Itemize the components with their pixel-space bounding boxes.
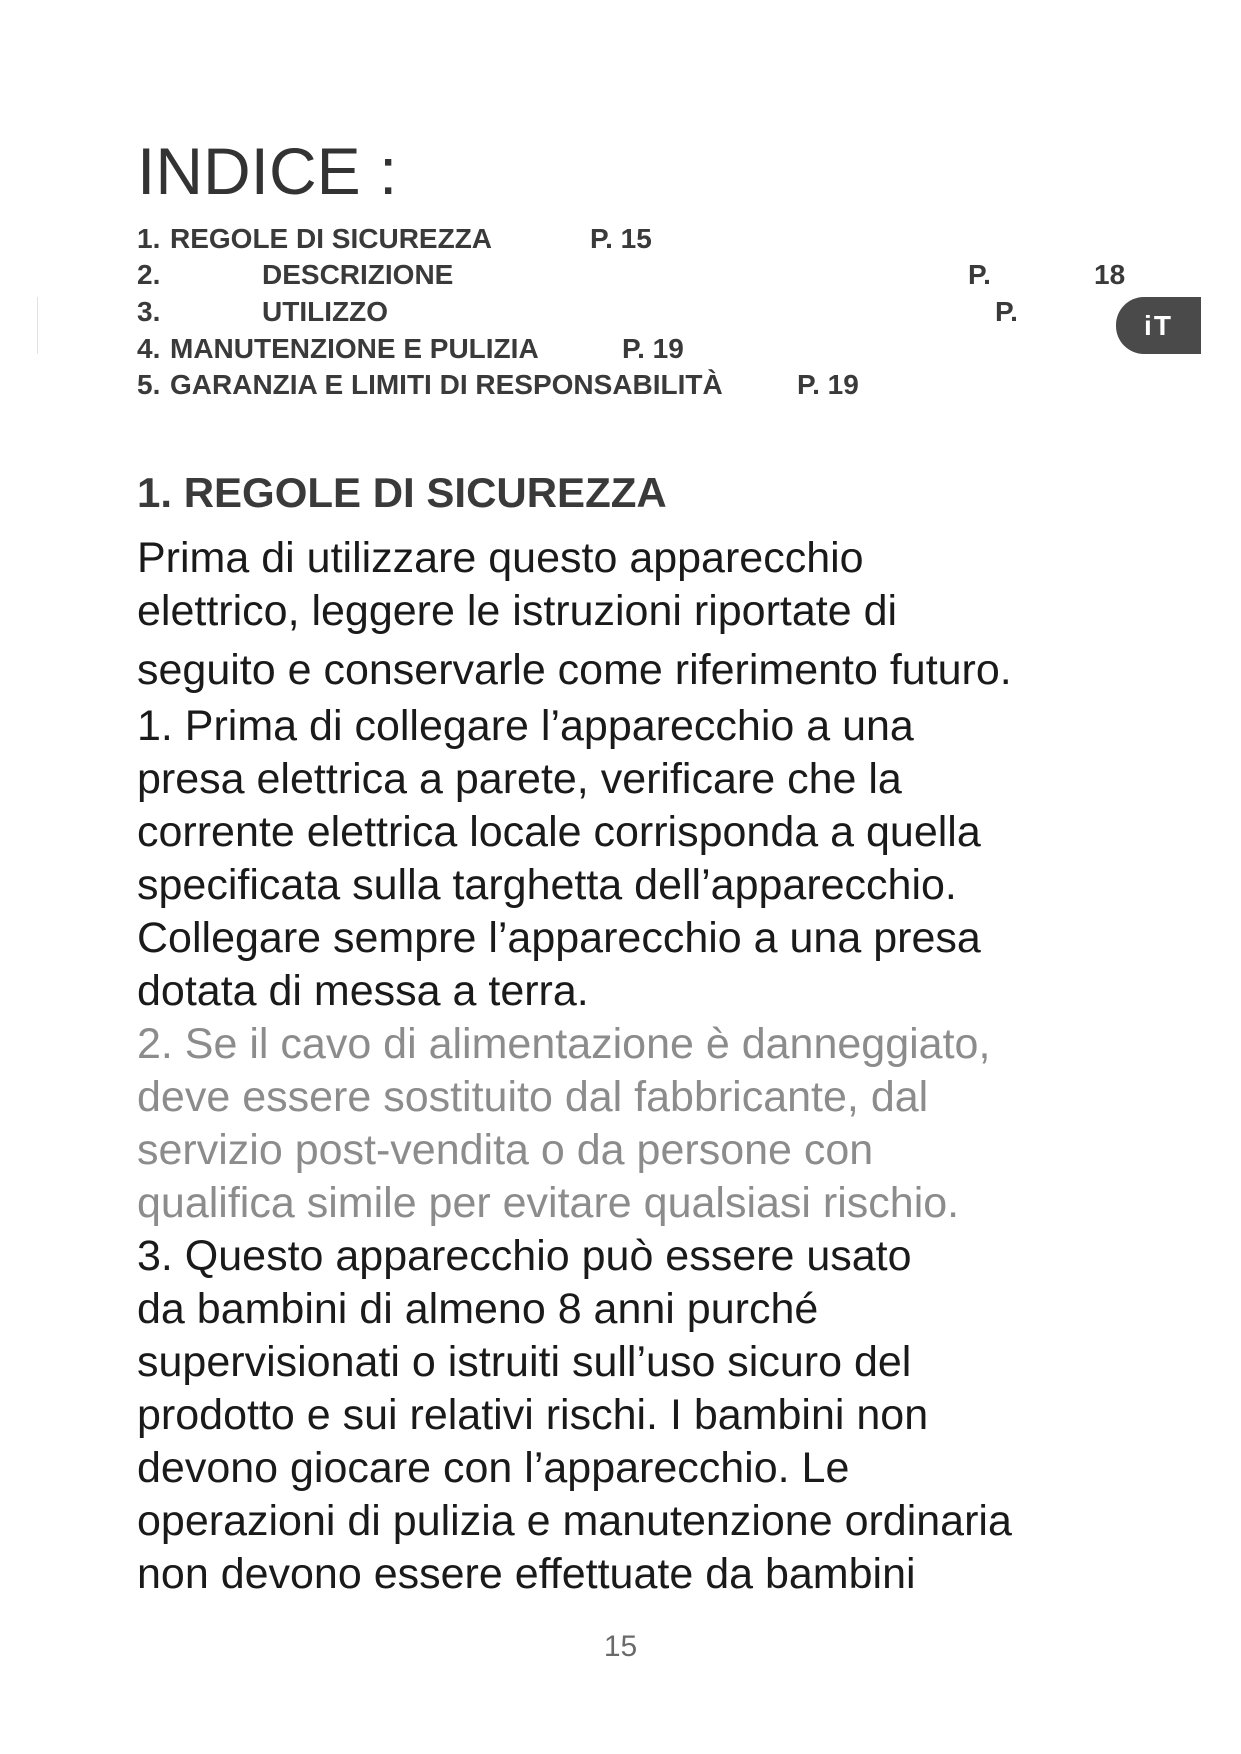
text-line: operazioni di pulizia e manutenzione ordinaria (137, 1497, 1012, 1545)
text-line: 2. Se il cavo di alimentazione è danneggiato, (137, 1020, 991, 1068)
toc-entry-page: P. (968, 259, 991, 290)
rule-1 (137, 700, 1137, 1018)
toc-entry-page: P. 19 (797, 369, 859, 400)
index-title: INDICE : (137, 134, 398, 208)
text-line: specificata sulla targhetta dell’apparecchio. (137, 861, 957, 909)
text-line: Prima di utilizzare questo apparecchio (137, 534, 864, 582)
language-tab: iT (1116, 297, 1201, 354)
text-line: 3. Questo apparecchio può essere usato (137, 1232, 912, 1280)
table-of-contents (137, 222, 1137, 412)
rule-2 (137, 1018, 1137, 1230)
toc-entry-page-number: 18 (1094, 259, 1126, 290)
toc-entry-number: 1. (137, 223, 161, 254)
toc-entry-number: 4. (137, 333, 161, 364)
text-line: presa elettrica a parete, verificare che la (137, 755, 902, 803)
toc-entry-number: 3. (137, 296, 161, 327)
text-line: da bambini di almeno 8 anni purché (137, 1285, 819, 1333)
text-line: supervisionati o istruiti sull’uso sicuro del (137, 1338, 912, 1386)
text-line: non devono essere effettuate da bambini (137, 1550, 916, 1598)
text-line: devono giocare con l’apparecchio. Le (137, 1444, 850, 1492)
toc-entry-page: P. 15 (590, 223, 652, 254)
toc-entry-label: MANUTENZIONE E PULIZIA (170, 333, 539, 364)
page-number: 15 (603, 1630, 638, 1663)
text-line: Collegare sempre l’apparecchio a una presa (137, 914, 981, 962)
text-line: deve essere sostituito dal fabbricante, dal (137, 1073, 929, 1121)
toc-entry-number: 2. (137, 259, 161, 290)
margin-mark (37, 297, 38, 354)
toc-entry-label: DESCRIZIONE (262, 259, 454, 290)
toc-entry-number: 5. (137, 369, 161, 400)
toc-entry-label: GARANZIA E LIMITI DI RESPONSABILITÀ (170, 369, 723, 400)
text-line: prodotto e sui relativi rischi. I bambini non (137, 1391, 929, 1439)
section-intro (137, 532, 1137, 697)
text-line: servizio post-vendita o da persone con (137, 1126, 874, 1174)
text-line: dotata di messa a terra. (137, 967, 589, 1015)
text-line: corrente elettrica locale corrisponda a quella (137, 808, 981, 856)
toc-entry-page: P. (995, 296, 1018, 327)
section-title: 1. REGOLE DI SICUREZZA (137, 469, 667, 516)
toc-entry-page: P. 19 (622, 333, 684, 364)
text-line: elettrico, leggere le istruzioni riportate di (137, 587, 898, 635)
rule-3 (137, 1230, 1137, 1601)
text-line: 1. Prima di collegare l’apparecchio a una (137, 702, 914, 750)
text-line: qualifica simile per evitare qualsiasi rischio. (137, 1179, 960, 1227)
toc-entry-label: REGOLE DI SICUREZZA (170, 223, 493, 254)
text-line: seguito e conservarle come riferimento futuro. (137, 646, 1012, 694)
toc-entry-label: UTILIZZO (262, 296, 388, 327)
